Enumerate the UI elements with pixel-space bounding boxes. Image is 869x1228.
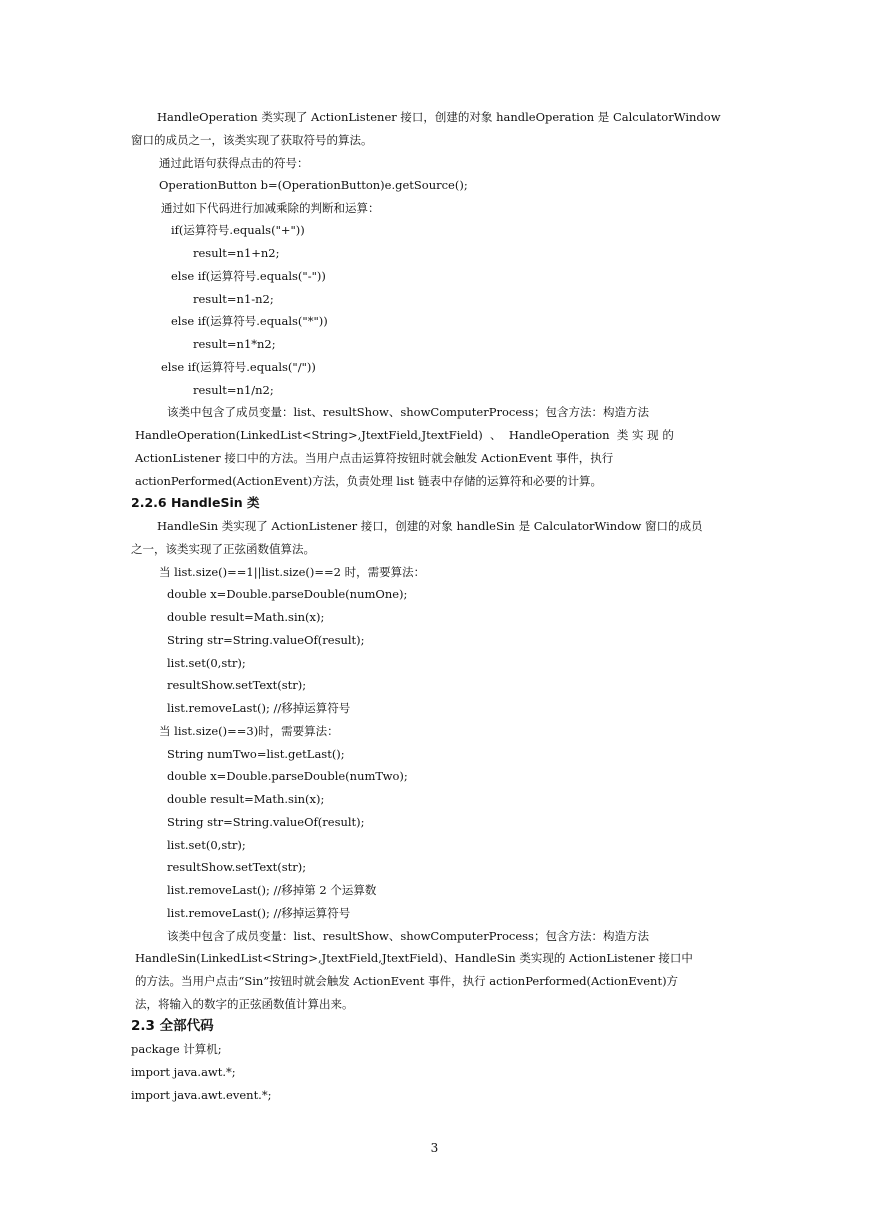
code-line: else if(运算符号.equals("*"))	[171, 314, 328, 328]
text-line: 通过如下代码进行加减乘除的判断和运算：	[161, 201, 380, 215]
code-line: else if(运算符号.equals("-"))	[171, 269, 326, 283]
text-line: 该类中包含了成员变量：list、resultShow、showComputerProcess；包含方法：构造方法	[167, 405, 649, 419]
text-line: 之一，该类实现了正弦函数值算法。	[131, 542, 315, 556]
code-line: if(运算符号.equals("+"))	[171, 223, 305, 237]
page-number: 3	[430, 1141, 439, 1155]
code-line: package 计算机;	[131, 1042, 222, 1056]
code-line: result=n1/n2;	[193, 383, 274, 397]
code-line: list.removeLast(); //移掉运算符号	[167, 906, 351, 920]
text-line: 该类中包含了成员变量：list、resultShow、showComputerProcess；包含方法：构造方法	[167, 929, 649, 943]
text-line: 通过此语句获得点击的符号：	[159, 156, 309, 170]
code-line: OperationButton b=(OperationButton)e.getSource();	[159, 178, 468, 192]
section-heading: 2.2.6 HandleSin 类	[131, 495, 260, 510]
text-line: 当 list.size()==3)时，需要算法：	[159, 724, 339, 738]
section-heading: 2.3 全部代码	[131, 1018, 214, 1034]
text-line: 法，将输入的数字的正弦函数值计算出来。	[135, 997, 354, 1011]
code-line: list.set(0,str);	[167, 656, 246, 670]
code-line: resultShow.setText(str);	[167, 678, 307, 692]
text-line: actionPerformed(ActionEvent)方法，负责处理 list 链表中存储的运算符和必要的计算。	[135, 474, 602, 488]
text-line: HandleOperation(LinkedList<String>,JtextField,JtextField) 、 HandleOperation 类 实 现 的	[135, 428, 674, 442]
text-line: HandleSin(LinkedList<String>,JtextField,JtextField)、HandleSin 类实现的 ActionListener 接口中	[135, 951, 693, 965]
code-line: double x=Double.parseDouble(numOne);	[167, 587, 408, 601]
code-line: list.set(0,str);	[167, 838, 246, 852]
code-line: result=n1-n2;	[193, 292, 274, 306]
code-line: resultShow.setText(str);	[167, 860, 307, 874]
text-line: HandleOperation 类实现了 ActionListener 接口，创建的对象 handleOperation 是 CalculatorWindow	[157, 110, 721, 124]
text-line: 窗口的成员之一，该类实现了获取符号的算法。	[131, 133, 373, 147]
code-line: else if(运算符号.equals("/"))	[161, 360, 316, 374]
text-line: 当 list.size()==1||list.size()==2 时，需要算法：	[159, 565, 426, 579]
code-line: String numTwo=list.getLast();	[167, 747, 345, 761]
code-line: result=n1+n2;	[193, 246, 280, 260]
code-line: result=n1*n2;	[193, 337, 276, 351]
text-line: HandleSin 类实现了 ActionListener 接口，创建的对象 handleSin 是 CalculatorWindow 窗口的成员	[157, 519, 703, 533]
code-line: String str=String.valueOf(result);	[167, 633, 365, 647]
text-line: 的方法。当用户点击“Sin”按钮时就会触发 ActionEvent 事件，执行 actionPerformed(ActionEvent)方	[135, 974, 679, 988]
code-line: import java.awt.event.*;	[131, 1088, 272, 1102]
text-line: ActionListener 接口中的方法。当用户点击运算符按钮时就会触发 ActionEvent 事件，执行	[135, 451, 614, 465]
code-line: list.removeLast(); //移掉第 2 个运算数	[167, 883, 377, 897]
code-line: String str=String.valueOf(result);	[167, 815, 365, 829]
code-line: double result=Math.sin(x);	[167, 792, 325, 806]
code-line: double x=Double.parseDouble(numTwo);	[167, 769, 408, 783]
code-line: import java.awt.*;	[131, 1065, 236, 1079]
code-line: list.removeLast(); //移掉运算符号	[167, 701, 351, 715]
code-line: double result=Math.sin(x);	[167, 610, 325, 624]
